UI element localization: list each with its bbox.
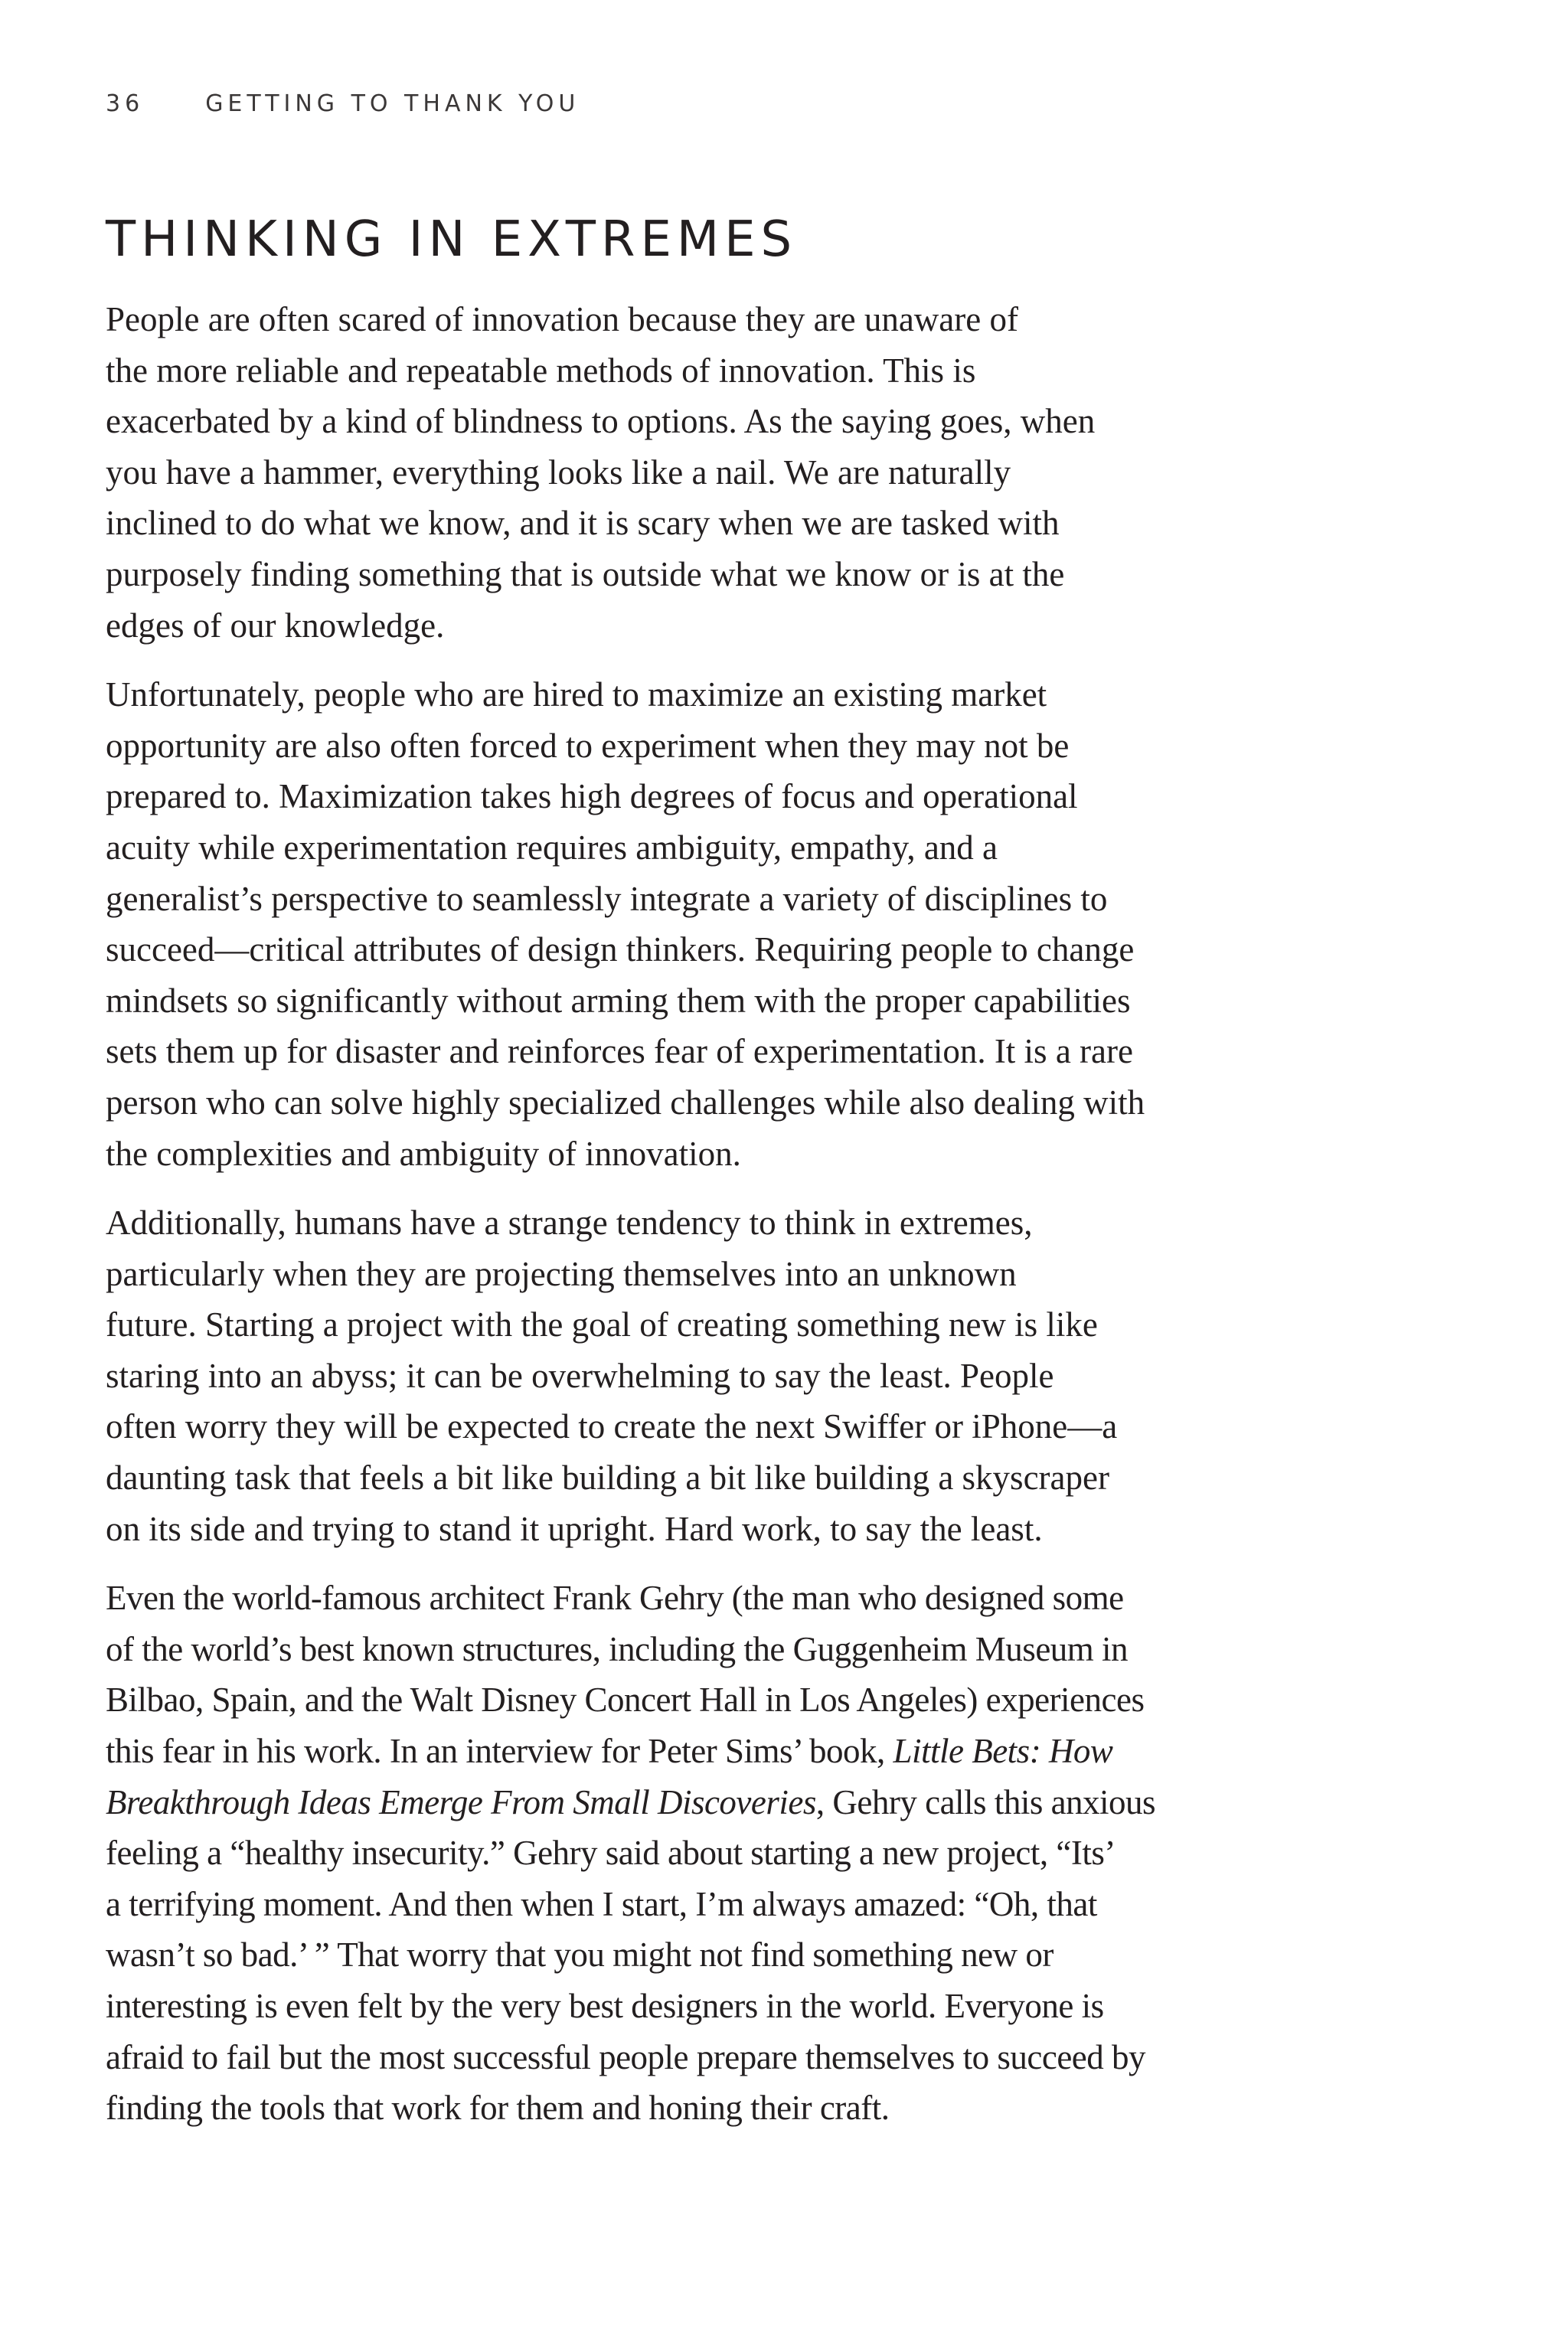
paragraph-2 [106, 669, 1365, 1179]
book-title-first-part: Little Bets: How [893, 1732, 1113, 1771]
text-line-rest: , Gehry calls this anxious [815, 1782, 1156, 1821]
text-line: People are often scared of innovation because they are unaware of [106, 300, 1018, 338]
running-header [106, 90, 580, 117]
text-line: future. Starting a project with the goal of creating something new is like [106, 1305, 1098, 1344]
text-line: on its side and trying to stand it upright. Hard work, to say the least. [106, 1509, 1043, 1548]
text-line: afraid to fail but the most successful people prepare themselves to succeed by [106, 2037, 1146, 2076]
text-line: succeed—critical attributes of design thinkers. Requiring people to change [106, 930, 1135, 969]
text-line: prepared to. Maximization takes high degrees of focus and operational [106, 777, 1078, 816]
text-line: often worry they will be expected to create the next Swiffer or iPhone—a [106, 1407, 1118, 1446]
text-line: opportunity are also often forced to experiment when they may not be [106, 726, 1070, 765]
text-line: of the world’s best known structures, including the Guggenheim Museum in [106, 1629, 1129, 1668]
text-line: Even the world-famous architect Frank Gehry (the man who designed some [106, 1579, 1124, 1618]
text-line: particularly when they are projecting themselves into an unknown [106, 1254, 1017, 1293]
text-line: feeling a “healthy insecurity.” Gehry said about starting a new project, “Its’ [106, 1834, 1116, 1873]
text-line: the more reliable and repeatable methods of innovation. This is [106, 351, 976, 390]
text-line-start: this fear in his work. In an interview for Peter Sims’ book, [106, 1732, 885, 1771]
running-title: GETTING TO THANK YOU [205, 90, 580, 117]
text-line: finding the tools that work for them and honing their craft. [106, 2089, 890, 2128]
text-line: inclined to do what we know, and it is scary when we are tasked with [106, 504, 1060, 543]
text-line: Bilbao, Spain, and the Walt Disney Concert Hall in Los Angeles) experiences [106, 1681, 1145, 1720]
text-line: edges of our knowledge. [106, 606, 445, 645]
text-line [106, 1777, 1365, 1828]
text-line [106, 1726, 1365, 1777]
text-line: Unfortunately, people who are hired to maximize an existing market [106, 675, 1047, 714]
book-title-second-part: Breakthrough Ideas Emerge From Small Discoveries [106, 1782, 816, 1821]
text-line: person who can solve highly specialized challenges while also dealing with [106, 1083, 1145, 1122]
text-line: the complexities and ambiguity of innovation. [106, 1134, 741, 1173]
text-line: a terrifying moment. And then when I start, I’m always amazed: “Oh, that [106, 1884, 1097, 1923]
text-line: daunting task that feels a bit like building a bit like building a skyscraper [106, 1459, 1109, 1498]
text-line: wasn’t so bad.’ ” That worry that you might not find something new or [106, 1936, 1054, 1975]
paragraph-1 [106, 294, 1365, 651]
text-line: purposely finding something that is outside what we know or is at the [106, 554, 1065, 593]
text-line: acuity while experimentation requires ambiguity, empathy, and a [106, 828, 998, 867]
text-line: sets them up for disaster and reinforces fear of experimentation. It is a rare [106, 1032, 1133, 1071]
paragraph-4 [106, 1573, 1365, 2134]
section-heading: THINKING IN EXTREMES [106, 211, 798, 268]
text-line: mindsets so significantly without arming them with the proper capabilities [106, 981, 1131, 1020]
text-line: generalist’s perspective to seamlessly integrate a variety of disciplines to [106, 879, 1108, 918]
text-line: interesting is even felt by the very best designers in the world. Everyone is [106, 1987, 1104, 2025]
paragraph-3 [106, 1197, 1365, 1554]
text-line: exacerbated by a kind of blindness to options. As the saying goes, when [106, 402, 1096, 441]
text-line: staring into an abyss; it can be overwhelming to say the least. People [106, 1356, 1054, 1395]
body-text [106, 294, 1365, 2152]
text-line: Additionally, humans have a strange tendency to think in extremes, [106, 1204, 1033, 1243]
page-number: 36 [106, 90, 145, 117]
text-line: you have a hammer, everything looks like a nail. We are naturally [106, 452, 1011, 492]
